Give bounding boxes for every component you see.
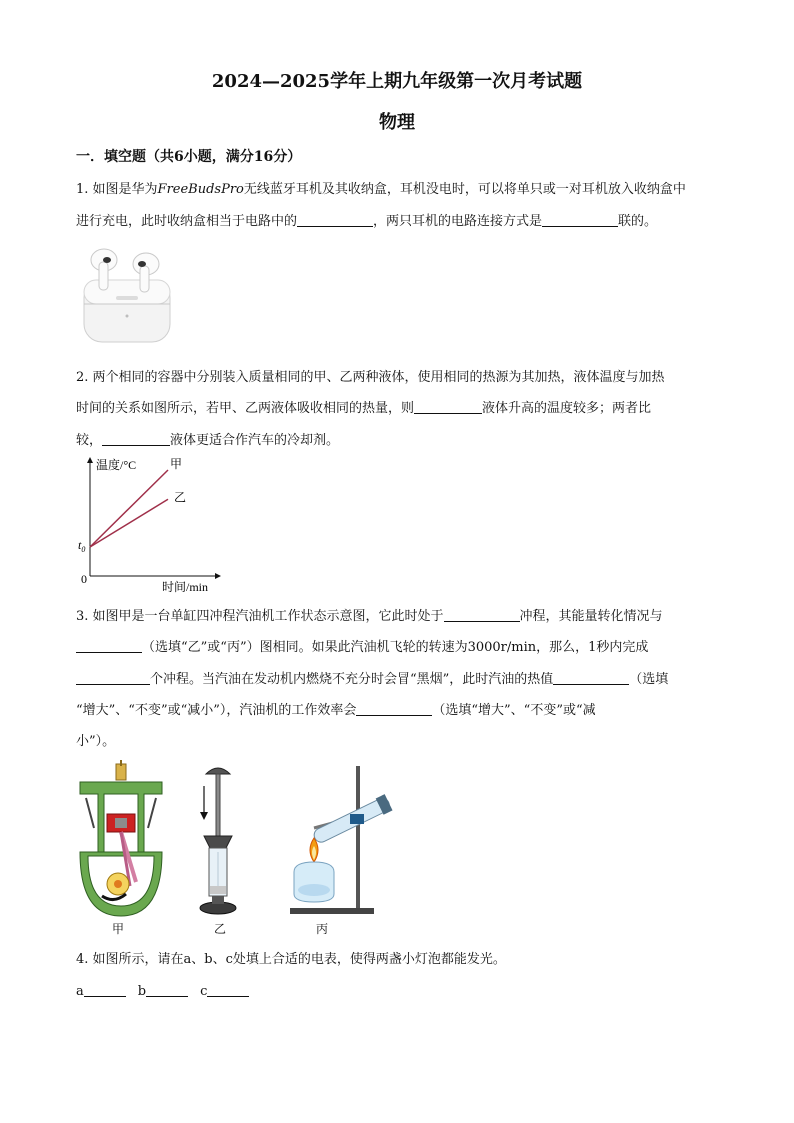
section-heading: 一．填空题（共6小题，满分16分）	[76, 149, 302, 165]
caption-bing: 丙	[316, 922, 329, 936]
q1-brand: FreeBudsPro	[157, 182, 244, 197]
answer-blank[interactable]	[553, 670, 629, 685]
t0-main: t	[78, 538, 82, 552]
q3-text: “增大”、“不变”或“减小”），汽油机的工作效率会	[76, 703, 357, 718]
label-b: b	[137, 984, 147, 999]
air-compression-apparatus	[190, 762, 246, 916]
t0-label	[78, 538, 85, 554]
q1-line2	[76, 210, 657, 229]
answer-blank[interactable]	[542, 212, 618, 227]
q2-text: 液体更适合作汽车的冷却剂。	[170, 433, 340, 448]
answer-blank-b[interactable]	[146, 982, 188, 997]
test-tube-heating-apparatus	[284, 762, 396, 916]
temperature-time-chart	[74, 452, 224, 597]
subject-title: 物理	[379, 112, 415, 133]
answer-blank[interactable]	[444, 607, 520, 622]
answer-blank-c[interactable]	[207, 982, 249, 997]
series-label-yi: 乙	[174, 490, 187, 505]
q2-line2	[76, 397, 651, 416]
x-axis-label: 时间/min	[162, 580, 209, 594]
q3-line3	[76, 668, 668, 687]
q3-text: （选填“增大”、“不变”或“减	[432, 703, 596, 718]
series-line-jia	[90, 470, 168, 547]
answer-blank[interactable]	[297, 212, 373, 227]
q1-text: 1. 如图是华为	[76, 182, 158, 197]
q3-text: （选填	[629, 672, 669, 687]
series-label-jia: 甲	[170, 457, 183, 471]
answer-blank[interactable]	[414, 399, 482, 414]
q3-line4	[76, 699, 596, 718]
q3-text: 个冲程。当汽油在发动机内燃烧不充分时会冒“黑烟”，此时汽油的热值	[150, 672, 554, 687]
caption-jia: 甲	[112, 922, 125, 936]
answer-blank[interactable]	[102, 431, 170, 446]
q2-text: 时间的关系如图所示，若甲、乙两液体吸收相同的热量，则	[76, 401, 415, 416]
page-title: 2024—2025学年上期九年级第一次月考试题	[211, 71, 583, 92]
q3-line2	[76, 636, 648, 655]
q3-text: 冲程，其能量转化情况与	[519, 609, 663, 624]
label-a: a	[76, 984, 84, 999]
q3-line5: 小”）。	[76, 734, 116, 749]
q1-text: 进行充电，此时收纳盒相当于电路中的	[76, 214, 298, 229]
q1-text: 无线蓝牙耳机及其收纳盒，耳机没电时，可以将单只或一对耳机放入收纳盒中	[243, 182, 686, 197]
q3-text: （选填“乙”或“丙”）图相同。如果此汽油机飞轮的转速为3000r/min，那么，1秒内完成	[142, 640, 649, 655]
label-c: c	[200, 984, 208, 999]
engine-diagram	[74, 760, 168, 918]
q3-line1	[76, 605, 663, 624]
y-axis-label: 温度/°C	[96, 458, 137, 472]
origin-label: 0	[81, 572, 87, 586]
q3-text: 3. 如图甲是一台单缸四冲程汽油机工作状态示意图，它此时处于	[76, 609, 444, 624]
earbuds-case-image	[80, 240, 175, 346]
answer-blank[interactable]	[76, 638, 142, 653]
q1-text: 联的。	[618, 214, 658, 229]
q2-text: 较，	[76, 433, 103, 448]
t0-subscript: 0	[81, 545, 86, 554]
q2-line1: 2. 两个相同的容器中分别装入质量相同的甲、乙两种液体，使用相同的热源为其加热，液体温度与加热	[76, 370, 665, 385]
answer-blank[interactable]	[356, 701, 432, 716]
caption-yi: 乙	[214, 922, 227, 936]
q2-line3	[76, 429, 339, 448]
answer-blank[interactable]	[76, 670, 150, 685]
answer-blank-a[interactable]	[84, 982, 126, 997]
q1-text: ，两只耳机的电路连接方式是	[373, 214, 543, 229]
q4-line1: 4. 如图所示，请在a、b、c处填上合适的电表，使得两盏小灯泡都能发光。	[76, 952, 506, 967]
q2-text: 液体升高的温度较多；两者比	[482, 401, 652, 416]
q4-answers	[76, 982, 249, 999]
q1-line1	[76, 178, 686, 197]
series-line-yi	[90, 499, 168, 547]
